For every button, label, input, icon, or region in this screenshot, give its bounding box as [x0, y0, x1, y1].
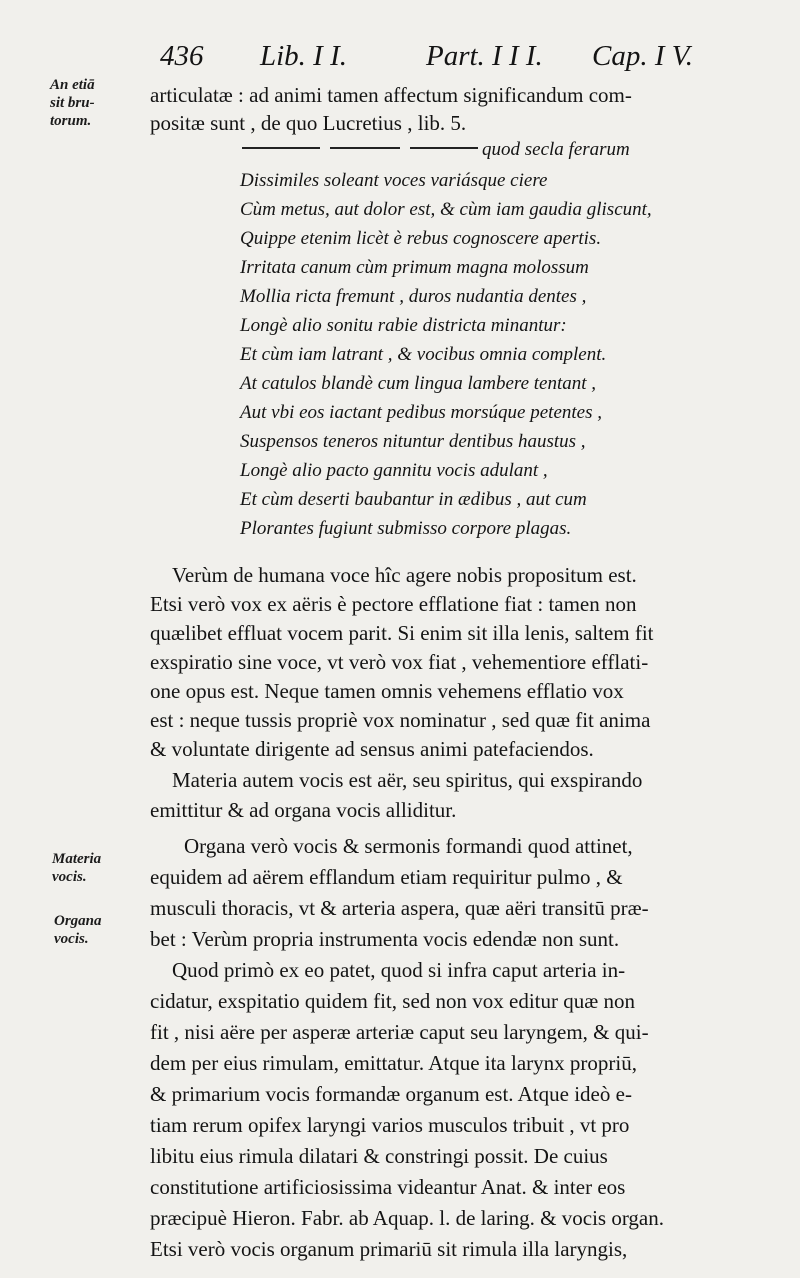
body-line: Etsi verò vox ex aëris è pectore efflatione fiat : tamen non: [150, 592, 637, 616]
verse-line: Mollia ricta fremunt , duros nudantia dentes ,: [240, 286, 587, 307]
verse-line: Plorantes fugiunt submisso corpore plagas.: [240, 518, 572, 539]
margin-note-organa: Organa vocis.: [54, 913, 102, 947]
margin-note-materia: Materia vocis.: [52, 851, 102, 885]
verse-line: Irritata canum cùm primum magna molossum: [240, 257, 589, 278]
body-line: præcipuè Hieron. Fabr. ab Aquap. l. de laring. & vocis organ.: [150, 1206, 665, 1230]
body-line: Materia autem vocis est aër, seu spiritus, qui exspirando: [172, 768, 643, 792]
header-book: Lib. I I.: [260, 40, 347, 72]
body-line: cidatur, exspitatio quidem fit, sed non vox editur quæ non: [150, 989, 635, 1013]
intro-line: positæ sunt , de quo Lucretius , lib. 5.: [150, 111, 467, 135]
quote-lead: quod secla ferarum: [482, 139, 630, 160]
verse-line: Cùm metus, aut dolor est, & cùm iam gaudia gliscunt,: [240, 199, 652, 220]
body-line: Organa verò vocis & sermonis formandi quod attinet,: [184, 834, 633, 858]
verse-line: At catulos blandè cum lingua lambere tentant ,: [240, 373, 597, 394]
body-line: libitu eius rimula dilatari & constringi possit. De cuius: [150, 1144, 608, 1168]
running-header: [160, 40, 800, 76]
body-line: constitutione artificiosissima videantur Anat. & inter eos: [150, 1175, 626, 1199]
intro-line: articulatæ : ad animi tamen affectum significandum com-: [150, 83, 632, 107]
quote-dash: [242, 147, 320, 149]
body-line: tiam rerum opifex laryngi varios musculos tribuit , vt pro: [150, 1113, 630, 1137]
body-line: bet : Verùm propria instrumenta vocis edendæ non sunt.: [150, 927, 620, 951]
body-line: one opus est. Neque tamen omnis vehemens efflatio vox: [150, 679, 624, 703]
verse-line: Aut vbi eos iactant pedibus morsúque petentes ,: [240, 402, 602, 423]
verse-line: Et cùm iam latrant , & vocibus omnia complent.: [240, 344, 607, 365]
body-line: Verùm de humana voce hîc agere nobis propositum est.: [172, 563, 637, 587]
margin-note-animals: An etiā sit bru- torum.: [50, 77, 95, 129]
verse-line: Suspensos teneros nituntur dentibus haustus ,: [240, 431, 586, 452]
header-part: Part. I I I.: [426, 40, 543, 72]
page-number: 436: [160, 40, 204, 72]
body-line: & primarium vocis formandæ organum est. Atque ideò e-: [150, 1082, 632, 1106]
body-line: & voluntate dirigente ad sensus animi patefaciendos.: [150, 737, 594, 761]
header-chapter: Cap. I V.: [592, 40, 693, 72]
body-line: musculi thoracis, vt & arteria aspera, quæ aëri transitū præ-: [150, 896, 649, 920]
body-line: quælibet effluat vocem parit. Si enim sit illa lenis, saltem fit: [150, 621, 654, 645]
body-line: emittitur & ad organa vocis alliditur.: [150, 798, 457, 822]
quote-dash: [330, 147, 400, 149]
body-line: dem per eius rimulam, emittatur. Atque ita larynx propriū,: [150, 1051, 637, 1075]
body-line: Quod primò ex eo patet, quod si infra caput arteria in-: [172, 958, 626, 982]
body-line: Etsi verò vocis organum primariū sit rimula illa laryngis,: [150, 1237, 628, 1261]
verse-line: Longè alio sonitu rabie districta minantur:: [240, 315, 567, 336]
body-line: fit , nisi aëre per asperæ arteriæ caput seu laryngem, & qui-: [150, 1020, 649, 1044]
body-line: equidem ad aërem efflandum etiam requiritur pulmo , &: [150, 865, 623, 889]
verse-line: Et cùm deserti baubantur in ædibus , aut cum: [240, 489, 587, 510]
body-line: exspiratio sine voce, vt verò vox fiat , vehementiore efflati-: [150, 650, 649, 674]
quote-dash: [410, 147, 478, 149]
verse-line: Dissimiles soleant voces variásque ciere: [240, 170, 548, 191]
body-line: est : neque tussis propriè vox nominatur , sed quæ fit anima: [150, 708, 651, 732]
verse-line: Longè alio pacto gannitu vocis adulant ,: [240, 460, 548, 481]
verse-line: Quippe etenim licèt è rebus cognoscere apertis.: [240, 228, 602, 249]
